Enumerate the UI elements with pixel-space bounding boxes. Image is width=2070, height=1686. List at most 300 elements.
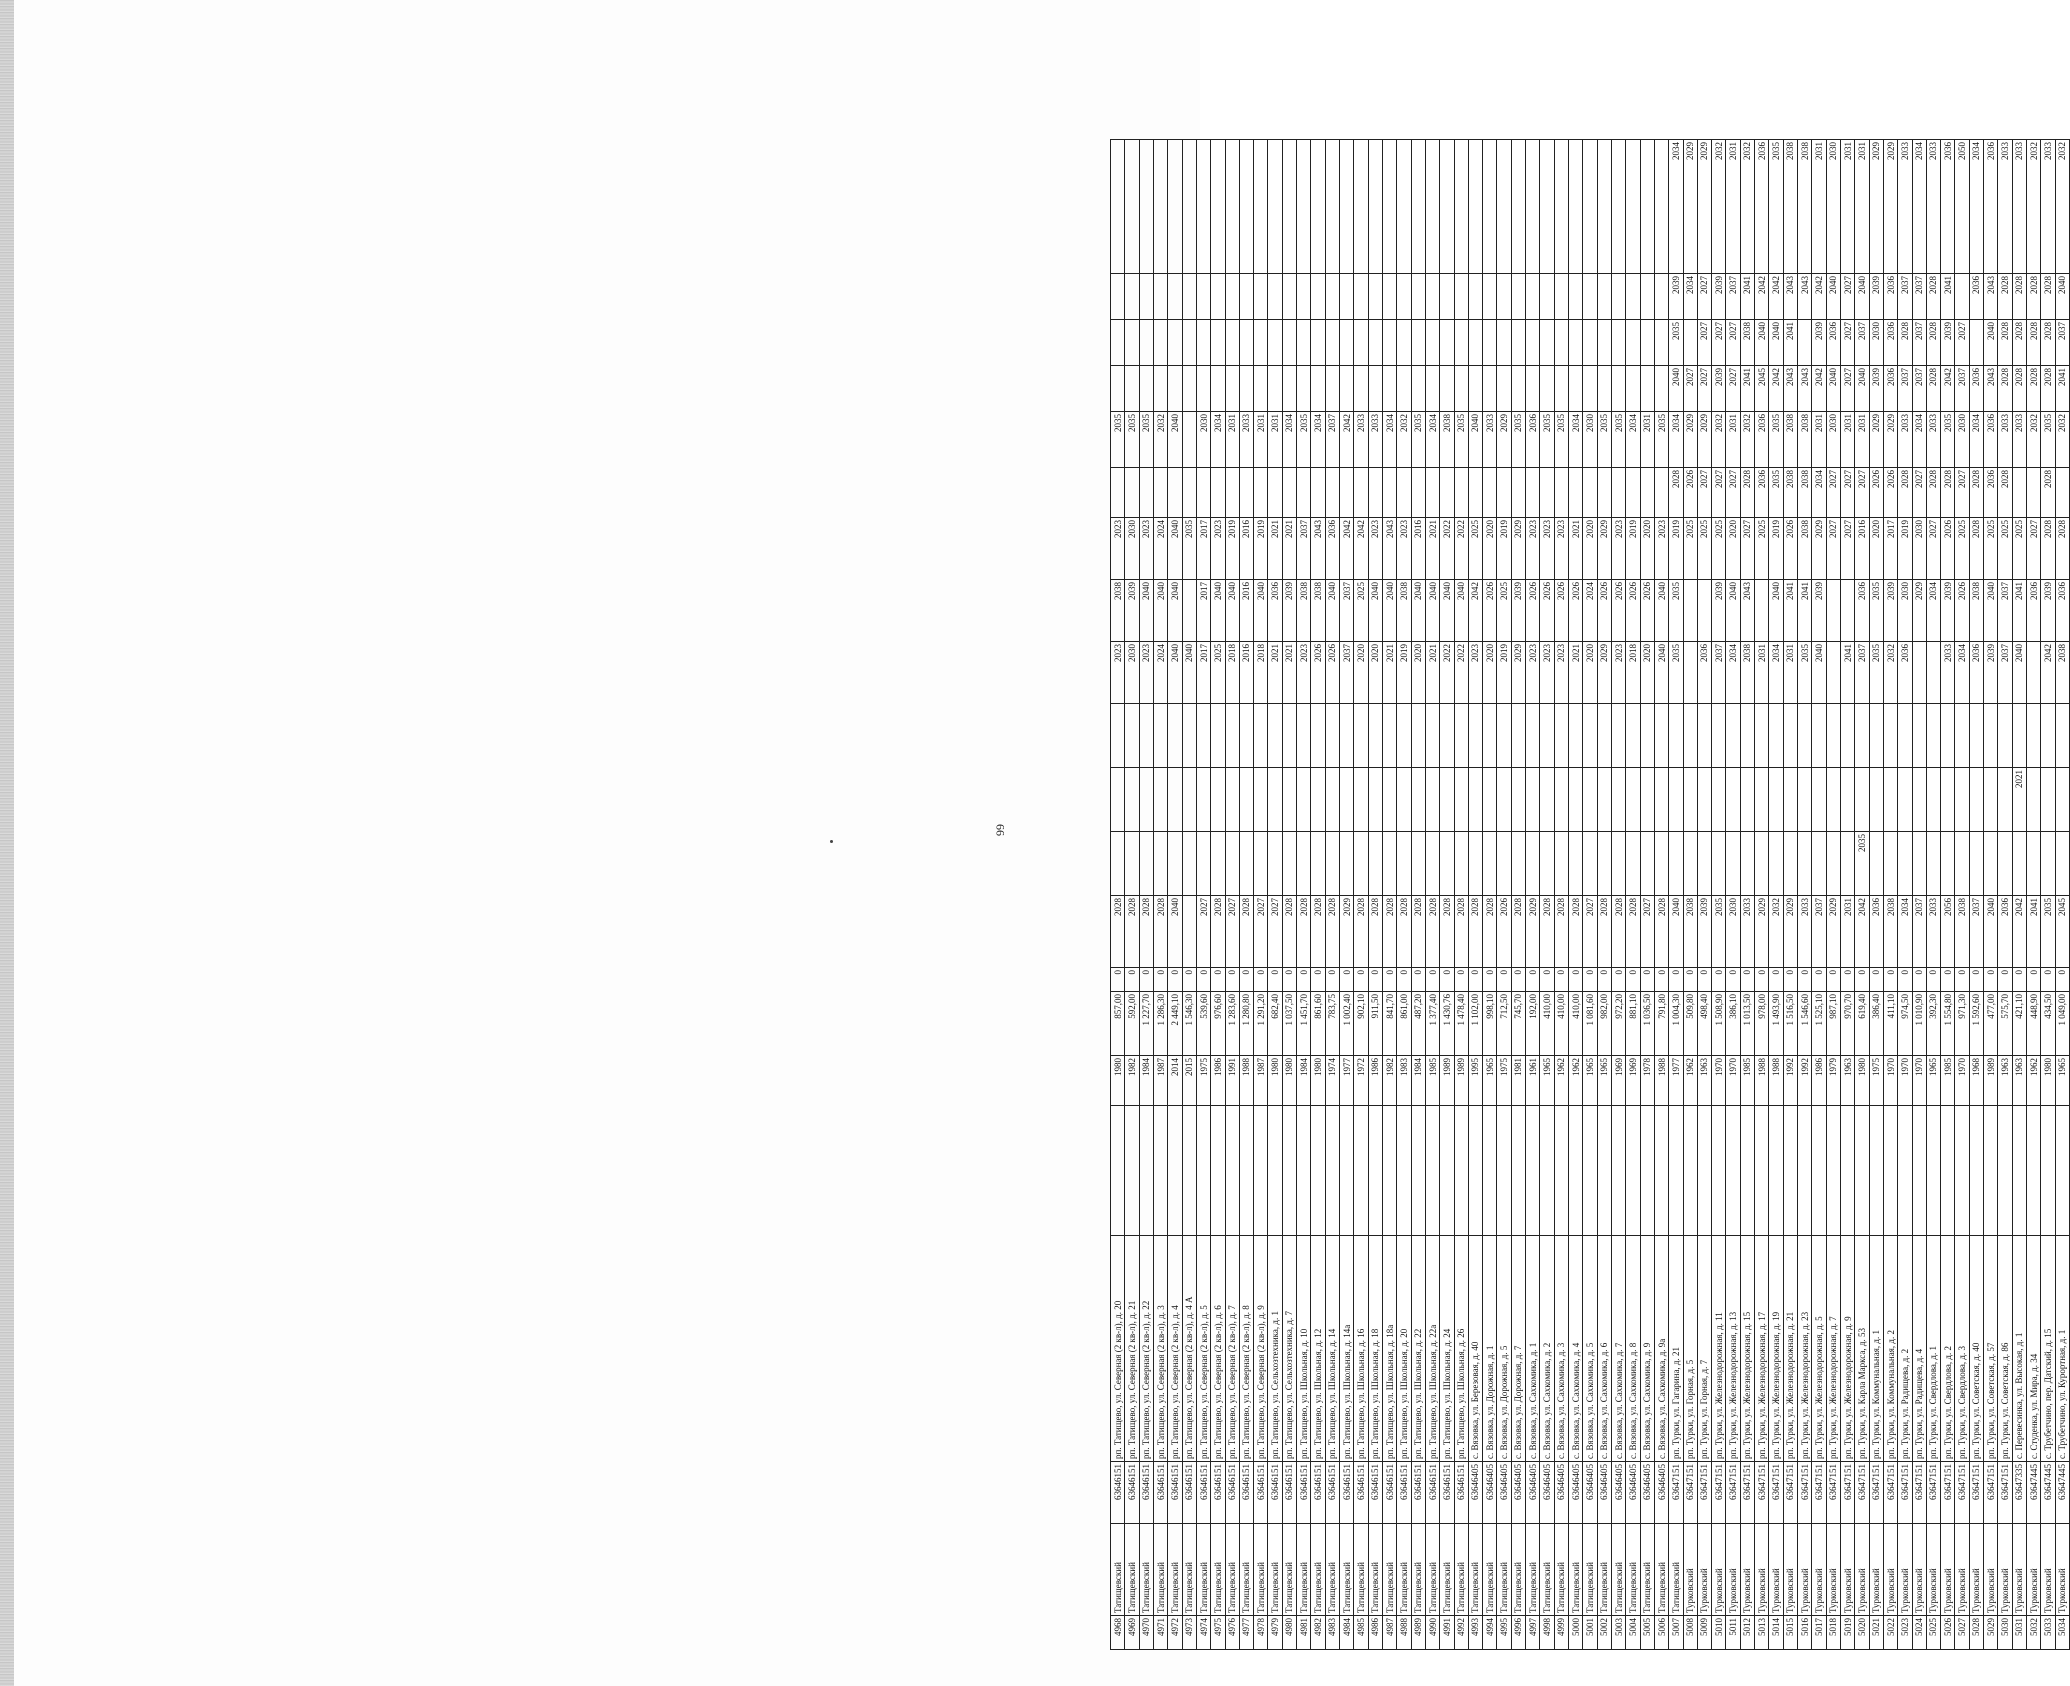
table-cell: 487,20 [1411,992,1425,1056]
table-cell: рп. Татищево, ул. Школьная, д. 24 [1440,1236,1454,1462]
table-cell [1325,468,1339,518]
table-cell: 2019 [1769,518,1783,580]
table-cell [1454,768,1468,832]
table-cell [1626,832,1640,896]
table-cell: 2027 [1225,896,1239,968]
table-cell: 0 [1354,968,1368,992]
table-cell: 4993 [1468,1616,1482,1650]
table-cell [1153,140,1167,274]
table-cell: 2042 [1340,412,1354,468]
table-cell: Татищевский [1468,1524,1482,1616]
table-cell: 2040 [1726,580,1740,642]
table-cell [1640,704,1654,768]
table-cell [1111,1106,1125,1236]
table-cell [1397,366,1411,412]
table-cell [1826,580,1840,642]
table-cell [1139,1106,1153,1236]
table-cell: рп. Татищево, ул. Школьная, д. 16 [1354,1236,1368,1462]
table-cell: 2026 [1526,580,1540,642]
table-cell: 0 [1640,968,1654,992]
table-cell [1511,366,1525,412]
table-cell [2012,1106,2026,1236]
table-cell [1268,768,1282,832]
table-cell: 2033 [1926,896,1940,968]
page-number: 66 [993,824,1008,836]
table-cell [2041,1106,2055,1236]
table-cell: 1980 [2041,1056,2055,1106]
table-cell [1611,832,1625,896]
table-cell: 2027 [1855,468,1869,518]
table-cell: 2027 [1254,896,1268,968]
table-cell: 1991 [1225,1056,1239,1106]
table-cell [1497,468,1511,518]
table-cell: 2030 [1196,412,1210,468]
table-cell [1196,140,1210,274]
table-cell [1826,832,1840,896]
table-cell [1540,274,1554,320]
table-cell [1297,704,1311,768]
table-cell: 2019 [1669,518,1683,580]
table-cell: 976,60 [1211,992,1225,1056]
table-cell: 5014 [1769,1616,1783,1650]
table-cell [1182,412,1196,468]
table-cell [1268,320,1282,366]
table-cell [1740,704,1754,768]
table-cell [1669,832,1683,896]
table-cell [1740,832,1754,896]
table-cell: 0 [1626,968,1640,992]
table-cell: 2034 [1211,412,1225,468]
table-cell: 2037 [1955,366,1969,412]
table-cell: 2029 [1497,412,1511,468]
table-cell: 2021 [1268,518,1282,580]
table-cell: 2040 [1139,580,1153,642]
table-cell [1325,768,1339,832]
table-cell: 2026 [1611,580,1625,642]
table-cell: 5019 [1840,1616,1854,1650]
table-cell [1511,274,1525,320]
table-row [1840,140,1854,1650]
table-cell: 2028 [1125,896,1139,968]
table-cell [1454,704,1468,768]
table-cell: 2019 [1497,642,1511,704]
table-cell [1239,768,1253,832]
table-cell: 575,70 [1998,992,2012,1056]
table-cell: 2034 [1926,580,1940,642]
table-cell: 4968 [1111,1616,1125,1650]
table-cell: 4992 [1454,1616,1468,1650]
table-cell: 63647151 [1712,1462,1726,1524]
table-cell: 2032 [1397,412,1411,468]
table-cell: 1 478,40 [1454,992,1468,1056]
table-cell: 2027 [1840,518,1854,580]
table-cell: Татищевский [1454,1524,1468,1616]
table-cell: 2028 [1898,320,1912,366]
table-cell: Татищевский [1168,1524,1182,1616]
table-cell [1382,704,1396,768]
table-cell [1454,274,1468,320]
table-cell [1597,320,1611,366]
table-cell: 63647151 [1998,1462,2012,1524]
table-cell: 411,10 [1883,992,1897,1056]
table-cell [1368,320,1382,366]
table-cell: 2033 [2012,140,2026,274]
table-cell: 63647151 [1726,1462,1740,1524]
table-cell [1297,468,1311,518]
table-cell [1411,768,1425,832]
table-cell: 2039 [1812,320,1826,366]
table-cell: Татищевский [1153,1524,1167,1616]
table-cell: 2034 [1683,274,1697,320]
table-cell: 2036 [1755,140,1769,274]
table-row [1755,140,1769,1650]
table-cell [1282,832,1296,896]
table-cell [1311,704,1325,768]
table-cell: рп. Татищево, ул. Школьная, д. 14а [1340,1236,1354,1462]
table-cell: 386,40 [1869,992,1883,1056]
table-cell: 2022 [1440,642,1454,704]
table-cell [1297,320,1311,366]
table-cell: 2038 [1798,468,1812,518]
table-cell [1211,1106,1225,1236]
table-cell: 2028 [2027,274,2041,320]
table-cell: с. Трубетчино, пер. Датский, д. 15 [2041,1236,2055,1462]
table-cell: 2042 [2041,642,2055,704]
table-row [1282,140,1296,1650]
table-cell: 0 [1569,968,1583,992]
table-cell: 2027 [1268,896,1282,968]
table-row [1211,140,1225,1650]
table-cell: 2042 [1812,366,1826,412]
table-cell [2055,832,2069,896]
table-cell: 2020 [1483,518,1497,580]
table-cell: 1978 [1640,1056,1654,1106]
table-cell: 2039 [1941,580,1955,642]
table-cell: 5032 [2027,1616,2041,1650]
table-cell [1354,366,1368,412]
table-cell: 5006 [1654,1616,1668,1650]
table-cell [1483,140,1497,274]
table-cell [1397,704,1411,768]
table-cell [1311,768,1325,832]
table-cell: 2034 [1282,412,1296,468]
table-cell: 2034 [1569,412,1583,468]
table-cell: 2018 [1225,642,1239,704]
table-cell: рп. Турки, ул. Железнодорожная, д. 13 [1726,1236,1740,1462]
table-cell: 1 291,20 [1254,992,1268,1056]
table-cell: 2031 [1726,412,1740,468]
table-cell: 2028 [2012,320,2026,366]
table-cell: 1985 [1425,1056,1439,1106]
table-cell [1268,274,1282,320]
table-cell: 2023 [1211,518,1225,580]
table-cell: 1963 [1998,1056,2012,1106]
table-cell: 0 [1955,968,1969,992]
table-cell [1712,1106,1726,1236]
table-cell [1984,1106,1998,1236]
table-cell: 2040 [1669,896,1683,968]
table-cell: 0 [1984,968,1998,992]
table-cell: 2037 [1855,642,1869,704]
table-cell: 1970 [1898,1056,1912,1106]
table-cell: 5004 [1626,1616,1640,1650]
table-cell [1511,140,1525,274]
table-cell [1425,768,1439,832]
table-cell: 783,75 [1325,992,1339,1056]
table-cell: 2034 [1626,412,1640,468]
table-cell: 0 [1926,968,1940,992]
table-cell: Турковский [2012,1524,2026,1616]
table-cell: 2028 [1626,896,1640,968]
table-cell: 2028 [1425,896,1439,968]
table-cell [1611,468,1625,518]
table-cell: 2023 [1654,518,1668,580]
table-cell [1440,366,1454,412]
table-cell: рп. Турки, ул. Железнодорожная, д. 21 [1783,1236,1797,1462]
table-cell: 63646151 [1340,1462,1354,1524]
table-cell: 4996 [1511,1616,1525,1650]
table-cell [1912,768,1926,832]
table-cell: 2027 [1697,274,1711,320]
table-cell: 2028 [2041,274,2055,320]
table-cell: 2035 [1611,412,1625,468]
table-cell [1440,468,1454,518]
table-cell [1139,366,1153,412]
table-cell: 2016 [1411,518,1425,580]
table-cell: 63646405 [1583,1462,1597,1524]
table-cell [2012,704,2026,768]
table-cell: 5025 [1926,1616,1940,1650]
table-cell: 2043 [1984,366,1998,412]
table-cell: 2043 [1740,580,1754,642]
table-cell [1354,704,1368,768]
table-cell [1268,366,1282,412]
table-cell [1225,832,1239,896]
table-cell: 2034 [1969,140,1983,274]
table-cell [1397,468,1411,518]
table-cell [1139,468,1153,518]
scan-edge [0,0,14,1686]
table-cell: 0 [1268,968,1282,992]
table-cell: 0 [1540,968,1554,992]
table-cell: 902,10 [1354,992,1368,1056]
table-cell [1969,704,1983,768]
table-cell: Татищевский [1196,1524,1210,1616]
table-row [1654,140,1668,1650]
table-cell [1397,320,1411,366]
table-cell: Татищевский [1282,1524,1296,1616]
table-cell: 2028 [2041,320,2055,366]
table-cell: 5001 [1583,1616,1597,1650]
table-row [1726,140,1740,1650]
table-cell: 1980 [1268,1056,1282,1106]
table-cell [1254,320,1268,366]
table-cell: 1 013,50 [1740,992,1754,1056]
table-cell: 2020 [1368,642,1382,704]
table-cell [1254,832,1268,896]
table-cell: 2027 [1955,468,1969,518]
table-cell: 63646151 [1182,1462,1196,1524]
table-cell [1597,704,1611,768]
table-cell [1311,832,1325,896]
table-cell: 410,00 [1569,992,1583,1056]
table-cell: рп. Татищево, ул. Северная (2 кв-л), д. 22 [1139,1236,1153,1462]
table-cell [1254,274,1268,320]
table-cell: 63647151 [1969,1462,1983,1524]
table-cell [1340,832,1354,896]
table-cell: 63647151 [1683,1462,1697,1524]
table-cell [1869,832,1883,896]
table-cell [1325,274,1339,320]
table-row [1397,140,1411,1650]
table-cell: Турковский [1755,1524,1769,1616]
table-cell: 2036 [1898,642,1912,704]
table-row [1111,140,1125,1650]
table-cell: 4972 [1168,1616,1182,1650]
table-cell [1239,468,1253,518]
table-cell: 2036 [1325,518,1339,580]
table-cell [1425,140,1439,274]
table-cell: 1 037,50 [1282,992,1296,1056]
table-cell: с. Вязовка, ул. Березовая, д. 40 [1468,1236,1482,1462]
table-cell: 1983 [1397,1056,1411,1106]
table-cell [1325,140,1339,274]
table-row [1511,140,1525,1650]
table-cell: 2037 [1325,412,1339,468]
table-cell: 2039 [1712,274,1726,320]
table-row [1855,140,1869,1650]
table-row [1368,140,1382,1650]
table-cell: 2039 [1869,366,1883,412]
table-cell: 2030 [1955,412,1969,468]
table-cell [1454,1106,1468,1236]
table-cell: 1970 [1955,1056,1969,1106]
table-cell [1626,704,1640,768]
table-cell: 2028 [1297,896,1311,968]
table-cell [1826,642,1840,704]
table-cell: 2031 [1840,140,1854,274]
table-cell [1125,320,1139,366]
table-cell: 2017 [1883,518,1897,580]
table-cell: 2034 [1912,140,1926,274]
table-cell: 2033 [1898,140,1912,274]
table-cell: Турковский [1683,1524,1697,1616]
table-cell [1840,704,1854,768]
table-cell [1139,320,1153,366]
table-cell: 4976 [1225,1616,1239,1650]
table-cell [1740,768,1754,832]
table-cell: 2028 [1740,468,1754,518]
table-cell: 2031 [1855,140,1869,274]
table-cell: 2041 [2055,366,2069,412]
table-cell: 1992 [1783,1056,1797,1106]
table-cell: 2028 [1669,468,1683,518]
table-cell: 2022 [1454,642,1468,704]
table-row [1597,140,1611,1650]
table-row [1468,140,1482,1650]
table-cell: 1989 [1454,1056,1468,1106]
table-cell: с. Вязовка, ул. Сахкомика, д. 8 [1626,1236,1640,1462]
table-cell: 2040 [1755,320,1769,366]
table-cell [1297,768,1311,832]
table-cell: 2043 [1311,518,1325,580]
table-cell [1368,704,1382,768]
table-cell [1998,832,2012,896]
table-cell [1855,704,1869,768]
table-cell [2027,704,2041,768]
table-cell [1540,366,1554,412]
table-cell: 2026 [1597,580,1611,642]
table-cell [1497,320,1511,366]
table-cell: рп. Татищево, ул. Школьная, д. 22а [1425,1236,1439,1462]
table-row [1497,140,1511,1650]
table-cell: 2039 [1812,580,1826,642]
table-cell: 2028 [1998,468,2012,518]
table-cell: Турковский [1912,1524,1926,1616]
table-cell: 2028 [2012,366,2026,412]
table-cell: Татищевский [1540,1524,1554,1616]
table-cell: 2023 [1554,518,1568,580]
table-cell [1969,320,1983,366]
table-cell: 2028 [1397,896,1411,968]
table-cell: рп. Турки, ул. Радищева, д. 4 [1912,1236,1926,1462]
table-cell: Турковский [1726,1524,1740,1616]
table-cell: 2040 [1855,274,1869,320]
table-cell: 2032 [1740,412,1754,468]
table-cell [1268,1106,1282,1236]
table-body [1111,140,2070,1650]
table-cell: 2019 [1254,518,1268,580]
table-cell: рп. Турки, ул. Свердлова, д. 3 [1955,1236,1969,1462]
table-cell: Татищевский [1640,1524,1654,1616]
table-cell [1254,468,1268,518]
table-cell: 2037 [1912,320,1926,366]
table-cell: 2028 [1382,896,1396,968]
table-cell [1297,1106,1311,1236]
table-cell [1926,1106,1940,1236]
table-cell: 0 [1740,968,1754,992]
table-cell: 2030 [1583,412,1597,468]
table-cell: 4995 [1497,1616,1511,1650]
table-cell: 1 554,80 [1941,992,1955,1056]
table-cell: 2035 [1411,412,1425,468]
table-cell: Татищевский [1368,1524,1382,1616]
table-cell [1111,468,1125,518]
table-cell: 2041 [1740,274,1754,320]
table-cell: 2036 [1697,642,1711,704]
table-cell: рп. Татищево, ул. Школьная, д. 18а [1382,1236,1396,1462]
table-cell [1411,320,1425,366]
table-cell: 2030 [1125,518,1139,580]
table-cell [2041,768,2055,832]
table-cell: 2029 [1511,518,1525,580]
table-cell: 2039 [1883,580,1897,642]
table-cell [1812,832,1826,896]
table-row [1912,140,1926,1650]
table-cell: 2031 [1726,140,1740,274]
table-cell: 2031 [1812,140,1826,274]
table-cell [1225,704,1239,768]
table-cell [1239,140,1253,274]
table-cell: 0 [1712,968,1726,992]
table-cell [1139,768,1153,832]
table-cell: 2016 [1239,518,1253,580]
table-cell [1941,832,1955,896]
table-cell [1554,768,1568,832]
table-cell [1540,320,1554,366]
table-cell [1153,320,1167,366]
table-row [1697,140,1711,1650]
